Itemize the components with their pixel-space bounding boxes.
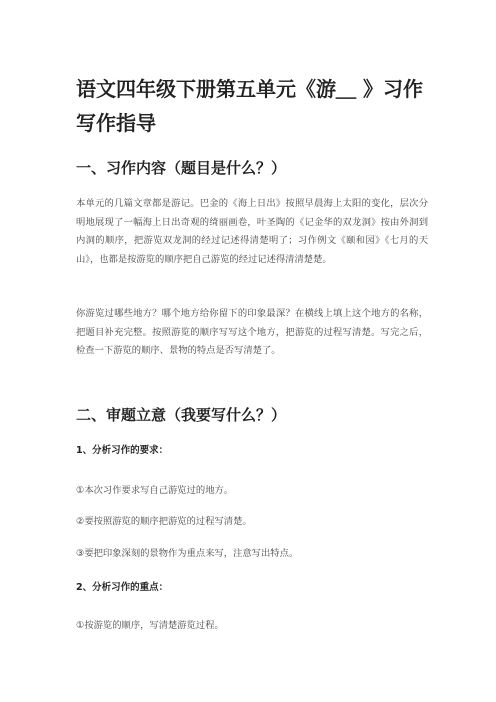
section-1-paragraph-2: 你游览过哪些地方？哪个地方给你留下的印象最深？在横线上填上这个地方的名称，把题目补充完整。按照游览的顺序写写这个地方，把游览的过程写清楚。写完之后，检查一下游览的顺序、景物的特点是否写清楚了。 <box>76 308 428 356</box>
requirement-item-3: ③要把印象深刻的景物作为重点来写，注意写出特点。 <box>76 548 299 559</box>
requirement-item-1: ①本次习作要求写自己游览过的地方。 <box>76 485 234 496</box>
section-2-heading: 二、审题立意（我要写什么？） <box>76 406 287 424</box>
requirement-item-2: ②要按照游览的顺序把游览的过程写清楚。 <box>76 516 252 527</box>
section-1-heading: 一、习作内容（题目是什么？） <box>76 159 287 177</box>
document-title: 语文四年级下册第五单元《游＿ 》习作写作指导 <box>76 77 423 135</box>
section-1-paragraph-1: 本单元的几篇文章都是游记。巴金的《海上日出》按照早晨海上太阳的变化，层次分明地展现了一幅海上日出奇观的绮丽画卷，叶圣陶的《记金华的双龙洞》按由外洞到内洞的顺序，把游览双龙洞的经过记述得清楚明了；习作例文《颐和园》《七月的天山》，也都是按游览的顺序把自己游览的经过记述得清清楚楚。 <box>76 198 428 265</box>
sub-2-heading: 2、分析习作的重点： <box>76 582 169 593</box>
sub-1-heading: 1、分析习作的要求： <box>76 445 169 456</box>
key-point-item-1: ①按游览的顺序，写清楚游览过程。 <box>76 620 224 631</box>
